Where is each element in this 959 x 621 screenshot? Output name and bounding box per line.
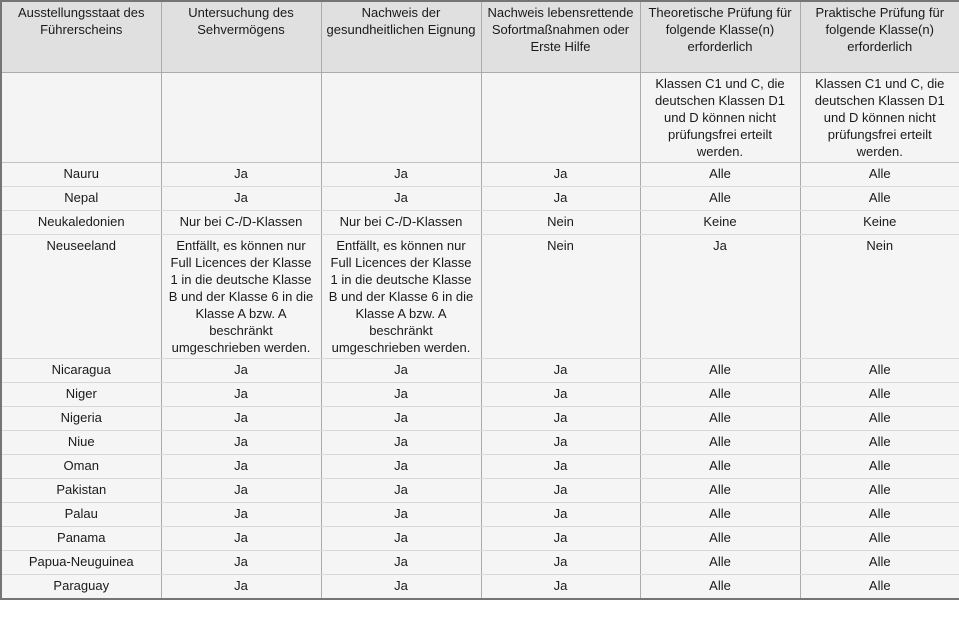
cell-value: Ja (321, 503, 481, 527)
cell-value: Alle (800, 551, 959, 575)
cell-value: Ja (481, 455, 640, 479)
cell-value: Ja (161, 431, 321, 455)
cell-country: Palau (1, 503, 161, 527)
cell-value: Ja (161, 163, 321, 187)
cell-value: Ja (481, 551, 640, 575)
subheader-empty-cell (321, 73, 481, 163)
cell-country: Oman (1, 455, 161, 479)
cell-value: Nur bei C-/D-Klassen (161, 211, 321, 235)
cell-value: Alle (640, 503, 800, 527)
cell-value: Alle (800, 455, 959, 479)
subheader-empty-cell (1, 73, 161, 163)
cell-country: Pakistan (1, 479, 161, 503)
cell-country: Niger (1, 383, 161, 407)
cell-value: Nur bei C-/D-Klassen (321, 211, 481, 235)
table-row (1, 383, 959, 407)
cell-value: Ja (481, 575, 640, 600)
cell-country: Niue (1, 431, 161, 455)
cell-value: Alle (800, 383, 959, 407)
subheader-row (1, 73, 959, 163)
cell-country: Nicaragua (1, 359, 161, 383)
cell-value: Alle (640, 407, 800, 431)
cell-value: Ja (161, 383, 321, 407)
cell-value: Ja (481, 479, 640, 503)
cell-value: Ja (481, 407, 640, 431)
cell-value: Ja (321, 455, 481, 479)
cell-value: Alle (640, 187, 800, 211)
cell-value: Ja (161, 479, 321, 503)
header-row (1, 1, 959, 73)
table-row (1, 407, 959, 431)
cell-value: Ja (481, 359, 640, 383)
subheader-note-theory: Klassen C1 und C, die deutschen Klassen D1 und D können nicht prüfungsfrei erteilt werden. (640, 73, 800, 163)
cell-value: Ja (321, 527, 481, 551)
cell-value: Alle (800, 187, 959, 211)
cell-value: Ja (161, 527, 321, 551)
cell-value: Alle (640, 383, 800, 407)
cell-value: Ja (321, 575, 481, 600)
cell-value: Alle (640, 575, 800, 600)
cell-value: Ja (481, 187, 640, 211)
cell-value: Keine (800, 211, 959, 235)
table-row (1, 575, 959, 600)
cell-value: Alle (800, 575, 959, 600)
cell-value: Ja (321, 187, 481, 211)
cell-country: Nauru (1, 163, 161, 187)
cell-value: Ja (481, 527, 640, 551)
cell-value: Ja (161, 575, 321, 600)
cell-value: Alle (800, 407, 959, 431)
cell-country: Nigeria (1, 407, 161, 431)
cell-value: Ja (161, 187, 321, 211)
table-row (1, 479, 959, 503)
cell-value: Ja (161, 407, 321, 431)
cell-value: Ja (481, 503, 640, 527)
cell-value: Ja (321, 431, 481, 455)
cell-value: Ja (321, 551, 481, 575)
cell-value: Nein (800, 235, 959, 359)
cell-value: Alle (640, 479, 800, 503)
table-row (1, 455, 959, 479)
cell-value: Ja (640, 235, 800, 359)
cell-value: Ja (481, 431, 640, 455)
cell-value: Ja (321, 407, 481, 431)
cell-value: Ja (321, 359, 481, 383)
cell-value: Alle (800, 527, 959, 551)
table-row (1, 187, 959, 211)
table-row (1, 527, 959, 551)
cell-value: Entfällt, es können nur Full Licences der Klasse 1 in die deutsche Klasse B und der Klasse 6 in die Klasse A bzw. A beschränkt umgeschrieben werden. (161, 235, 321, 359)
cell-value: Alle (800, 503, 959, 527)
table-row (1, 211, 959, 235)
cell-value: Keine (640, 211, 800, 235)
column-header-first-aid: Nachweis lebensrettende Sofortmaßnahmen oder Erste Hilfe (481, 1, 640, 73)
cell-value: Alle (800, 359, 959, 383)
cell-value: Ja (481, 163, 640, 187)
table-row (1, 431, 959, 455)
cell-country: Panama (1, 527, 161, 551)
subheader-empty-cell (481, 73, 640, 163)
cell-value: Alle (640, 163, 800, 187)
cell-value: Ja (161, 359, 321, 383)
column-header-theory-exam: Theoretische Prüfung für folgende Klasse(n) erforderlich (640, 1, 800, 73)
table-row (1, 551, 959, 575)
cell-country: Neukaledonien (1, 211, 161, 235)
cell-country: Paraguay (1, 575, 161, 600)
cell-value: Alle (640, 455, 800, 479)
cell-value: Alle (800, 431, 959, 455)
cell-country: Nepal (1, 187, 161, 211)
cell-country: Papua-Neuguinea (1, 551, 161, 575)
cell-value: Alle (640, 359, 800, 383)
table-row (1, 359, 959, 383)
table-row (1, 235, 959, 359)
cell-value: Nein (481, 211, 640, 235)
cell-value: Ja (161, 551, 321, 575)
table-row (1, 503, 959, 527)
cell-value: Alle (640, 431, 800, 455)
column-header-issuing-state: Ausstellungsstaat des Führerscheins (1, 1, 161, 73)
cell-value: Ja (161, 455, 321, 479)
cell-value: Alle (800, 479, 959, 503)
cell-value: Ja (161, 503, 321, 527)
cell-value: Alle (800, 163, 959, 187)
cell-value: Alle (640, 527, 800, 551)
column-header-vision-test: Untersuchung des Sehvermögens (161, 1, 321, 73)
column-header-practical-exam: Praktische Prüfung für folgende Klasse(n) erforderlich (800, 1, 959, 73)
subheader-empty-cell (161, 73, 321, 163)
cell-value: Nein (481, 235, 640, 359)
cell-country: Neuseeland (1, 235, 161, 359)
cell-value: Entfällt, es können nur Full Licences der Klasse 1 in die deutsche Klasse B und der Klasse 6 in die Klasse A bzw. A beschränkt umgeschrieben werden. (321, 235, 481, 359)
cell-value: Ja (321, 479, 481, 503)
column-header-health-certificate: Nachweis der gesundheitlichen Eignung (321, 1, 481, 73)
cell-value: Alle (640, 551, 800, 575)
subheader-note-practical: Klassen C1 und C, die deutschen Klassen D1 und D können nicht prüfungsfrei erteilt werden. (800, 73, 959, 163)
cell-value: Ja (321, 383, 481, 407)
cell-value: Ja (321, 163, 481, 187)
cell-value: Ja (481, 383, 640, 407)
table-row (1, 163, 959, 187)
